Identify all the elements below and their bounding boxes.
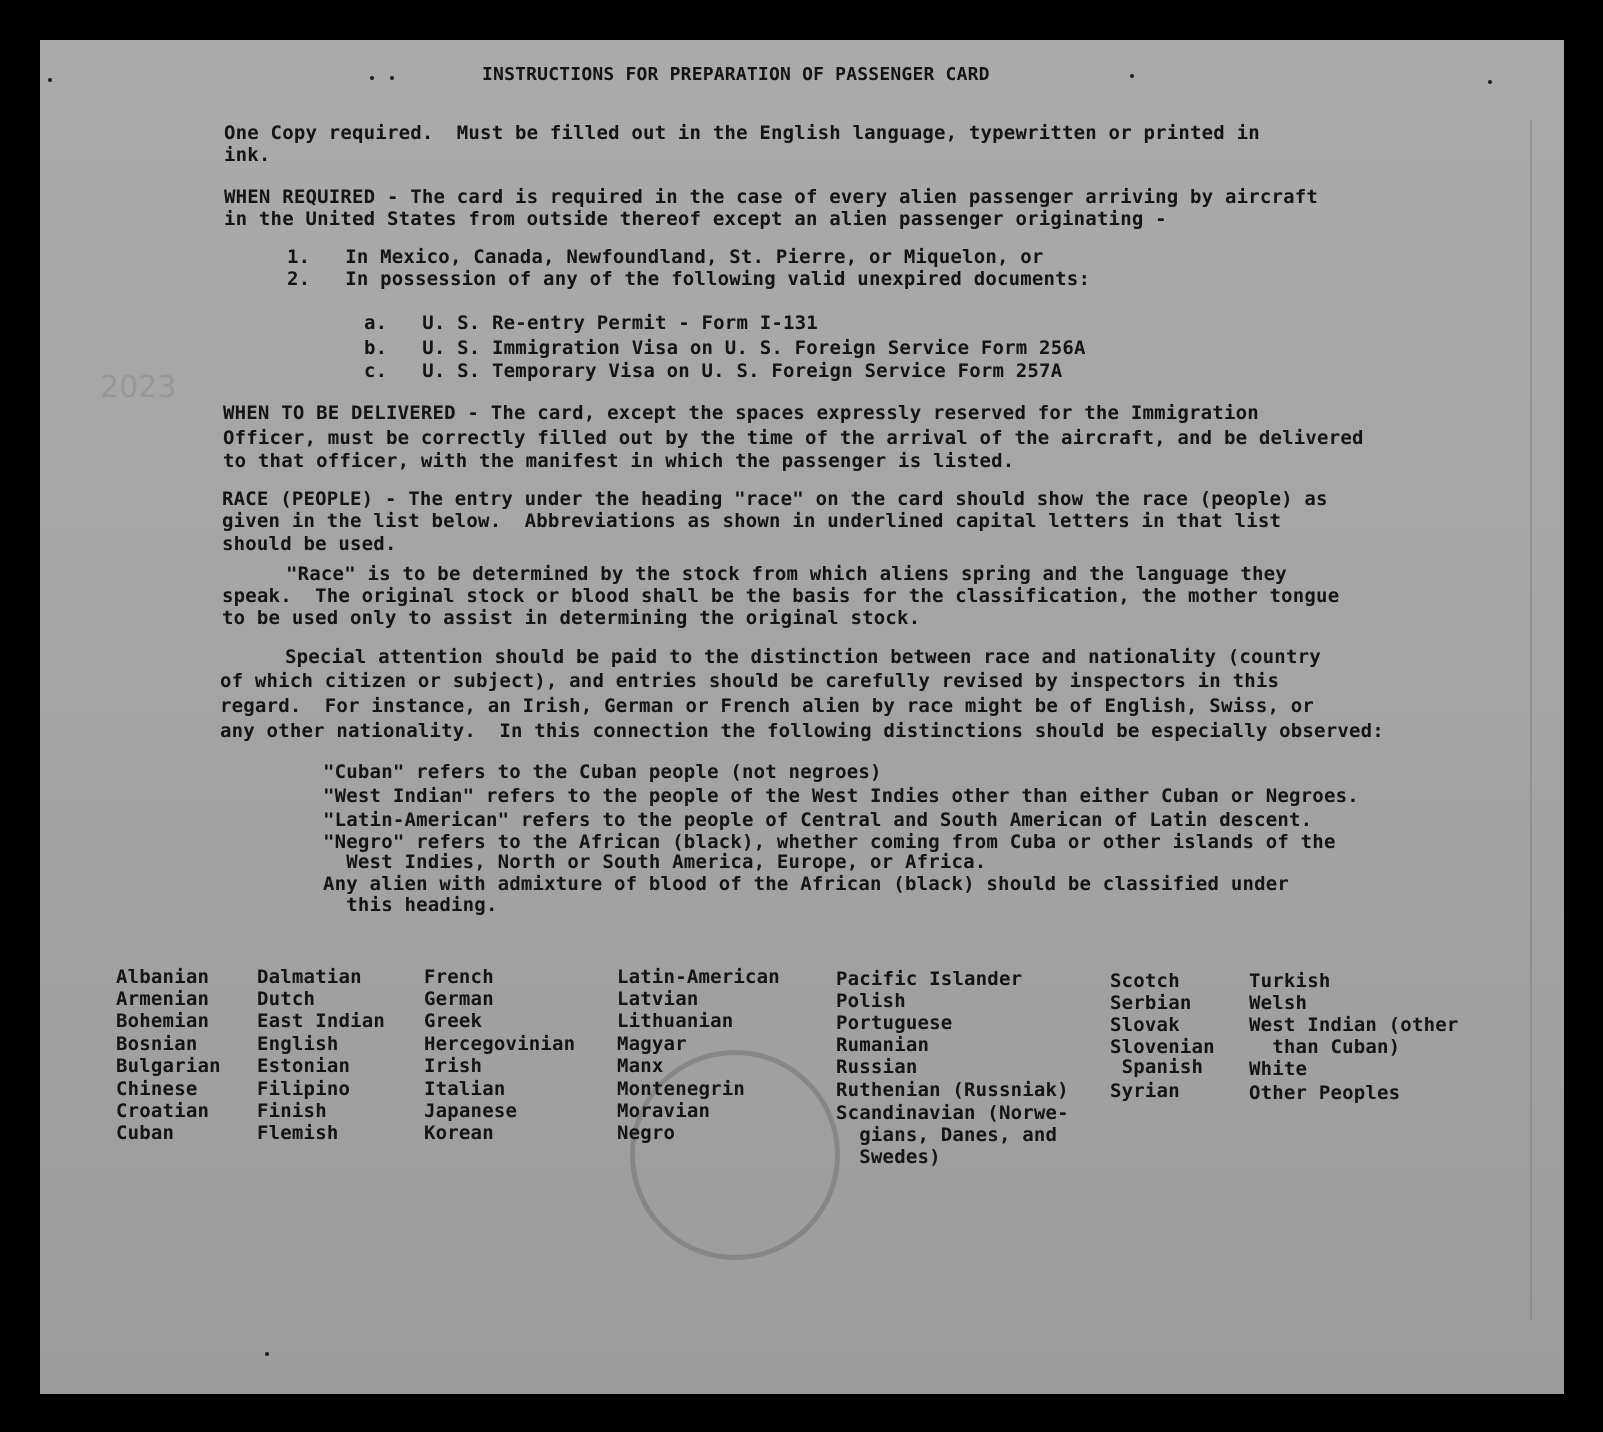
race-item: Pacific Islander [836, 968, 1023, 990]
speck [370, 76, 374, 80]
bleed-through-line [1530, 120, 1532, 1320]
race-item: than Cuban) [1249, 1036, 1401, 1058]
race-item: Portuguese [836, 1012, 953, 1034]
race-item: Bohemian [116, 1010, 210, 1032]
race-item: Magyar [617, 1033, 687, 1055]
when-required-line-1: WHEN REQUIRED - The card is required in the case of every alien passenger arriving by aircraft [224, 186, 1319, 208]
distinction-line-2: "West Indian" refers to the people of the West Indies other than either Cuban or Negroes. [323, 785, 1359, 807]
race-heading-line-3: should be used. [222, 533, 397, 555]
special-attention-line-1: Special attention should be paid to the distinction between race and nationality (country [285, 646, 1321, 668]
when-delivered-line-2: Officer, must be correctly filled out by the time of the arrival of the aircraft, and be delivered [223, 427, 1364, 449]
race-item: Flemish [257, 1122, 339, 1144]
speck [265, 1352, 269, 1356]
special-attention-line-3: regard. For instance, an Irish, German or French alien by race might be of English, Swiss, or [220, 695, 1315, 717]
bleed-through-mark: 2023 [100, 370, 177, 405]
special-attention-line-2: of which citizen or subject), and entries should be carefully revised by inspectors in this [220, 670, 1280, 692]
document-item-b: b. U. S. Immigration Visa on U. S. Foreign Service Form 256A [364, 337, 1086, 359]
race-item: gians, Danes, and [836, 1124, 1058, 1146]
race-item: German [424, 988, 494, 1010]
exception-item-2: 2. In possession of any of the following valid unexpired documents: [287, 268, 1091, 290]
race-item: Armenian [116, 988, 210, 1010]
speck [48, 78, 52, 82]
when-delivered-line-1: WHEN TO BE DELIVERED - The card, except the spaces expressly reserved for the Immigration [223, 402, 1259, 424]
race-item: Welsh [1249, 992, 1308, 1014]
race-item: Negro [617, 1122, 676, 1144]
race-item: French [424, 966, 494, 988]
race-item: Latvian [617, 988, 699, 1010]
race-item: Spanish [1110, 1056, 1204, 1078]
distinction-line-6: Any alien with admixture of blood of the African (black) should be classified under [323, 873, 1290, 895]
race-item: Latin-American [617, 966, 780, 988]
race-item: Scotch [1110, 970, 1180, 992]
race-item: Scandinavian (Norwe- [836, 1102, 1069, 1124]
race-item: Polish [836, 990, 906, 1012]
race-item: Albanian [116, 966, 210, 988]
distinction-line-5: West Indies, North or South America, Europe, or Africa. [323, 851, 987, 873]
race-item: Dalmatian [257, 966, 362, 988]
distinction-line-7: this heading. [323, 894, 498, 916]
race-item: White [1249, 1058, 1308, 1080]
race-item: Russian [836, 1056, 918, 1078]
speck [1488, 80, 1492, 84]
race-item: Bosnian [116, 1033, 198, 1055]
speck [390, 76, 394, 80]
race-item: Lithuanian [617, 1010, 734, 1032]
race-heading-line-1: RACE (PEOPLE) - The entry under the heading "race" on the card should show the race (people) as [222, 488, 1328, 510]
race-item: Irish [424, 1055, 483, 1077]
race-item: Korean [424, 1122, 494, 1144]
race-item: Hercegovinian [424, 1033, 576, 1055]
document-page [40, 40, 1564, 1394]
race-item: Italian [424, 1078, 506, 1100]
race-item: Rumanian [836, 1034, 930, 1056]
race-item: Swedes) [836, 1146, 941, 1168]
distinction-line-1: "Cuban" refers to the Cuban people (not negroes) [323, 761, 882, 783]
intro-line-2: ink. [224, 144, 271, 166]
when-delivered-line-3: to that officer, with the manifest in which the passenger is listed. [223, 450, 1015, 472]
race-item: Turkish [1249, 970, 1331, 992]
special-attention-line-4: any other nationality. In this connection the following distinctions should be especially observed: [220, 720, 1384, 742]
race-item: Greek [424, 1010, 483, 1032]
race-item: Japanese [424, 1100, 518, 1122]
race-item: Finish [257, 1100, 327, 1122]
race-item: Croatian [116, 1100, 210, 1122]
race-item: Slovak [1110, 1014, 1180, 1036]
race-definition-line-2: speak. The original stock or blood shall be the basis for the classification, the mother tongue [222, 585, 1340, 607]
race-item: Montenegrin [617, 1078, 746, 1100]
race-item: Filipino [257, 1078, 351, 1100]
document-title: INSTRUCTIONS FOR PREPARATION OF PASSENGER CARD [482, 64, 990, 85]
race-item: East Indian [257, 1010, 386, 1032]
exception-item-1: 1. In Mexico, Canada, Newfoundland, St. Pierre, or Miquelon, or [287, 246, 1044, 268]
race-item: English [257, 1033, 339, 1055]
when-required-line-2: in the United States from outside thereof except an alien passenger originating - [224, 208, 1167, 230]
race-item: Manx [617, 1055, 664, 1077]
race-item: Bulgarian [116, 1055, 221, 1077]
race-item: Cuban [116, 1122, 175, 1144]
race-item: West Indian (other [1249, 1014, 1459, 1036]
intro-line-1: One Copy required. Must be filled out in the English language, typewritten or printed in [224, 122, 1260, 144]
race-item: Chinese [116, 1078, 198, 1100]
race-item: Slovenian [1110, 1036, 1215, 1058]
race-item: Serbian [1110, 992, 1192, 1014]
race-item: Dutch [257, 988, 316, 1010]
race-item: Estonian [257, 1055, 351, 1077]
speck [1130, 74, 1134, 78]
race-item: Syrian [1110, 1080, 1180, 1102]
race-item: Ruthenian (Russniak) [836, 1079, 1069, 1101]
distinction-line-4: "Negro" refers to the African (black), whether coming from Cuba or other islands of the [323, 831, 1336, 853]
race-heading-line-2: given in the list below. Abbreviations as shown in underlined capital letters in that list [222, 510, 1282, 532]
race-item: Other Peoples [1249, 1082, 1401, 1104]
race-definition-line-3: to be used only to assist in determining the original stock. [222, 607, 921, 629]
distinction-line-3: "Latin-American" refers to the people of Central and South American of Latin descent. [323, 809, 1313, 831]
document-item-a: a. U. S. Re-entry Permit - Form I-131 [364, 312, 818, 334]
race-item: Moravian [617, 1100, 711, 1122]
race-definition-line-1: "Race" is to be determined by the stock from which aliens spring and the language they [286, 563, 1287, 585]
document-item-c: c. U. S. Temporary Visa on U. S. Foreign Service Form 257A [364, 360, 1063, 382]
